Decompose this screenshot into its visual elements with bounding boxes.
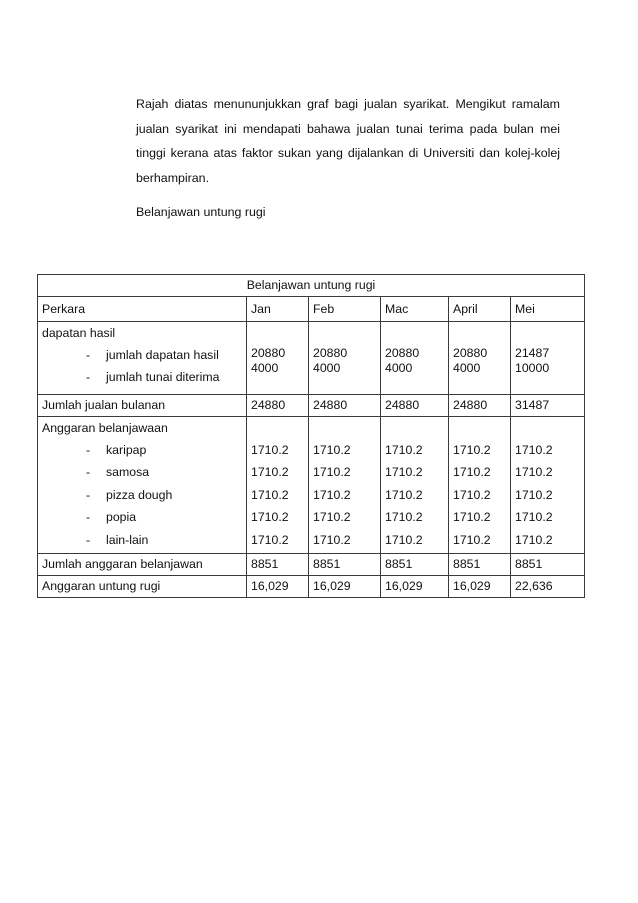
header-cell: April: [449, 297, 511, 322]
header-cell: Jan: [247, 297, 309, 322]
table-cell: 22,636: [511, 575, 585, 597]
row-label: Jumlah anggaran belanjawan: [38, 553, 247, 575]
income-values-cell: 21487 10000: [511, 322, 585, 395]
table-cell: 8851: [449, 553, 511, 575]
monthly-sales-row: [38, 395, 585, 417]
header-cell: Feb: [309, 297, 381, 322]
expense-values-cell: 1710.2 1710.2 1710.2 1710.2 1710.2: [309, 417, 381, 554]
profit-loss-row: [38, 575, 585, 597]
expense-values-cell: 1710.2 1710.2 1710.2 1710.2 1710.2: [247, 417, 309, 554]
income-values-cell: 20880 4000: [247, 322, 309, 395]
table-cell: 31487: [511, 395, 585, 417]
list-item: - lain-lain: [86, 532, 149, 547]
table-cell: 24880: [247, 395, 309, 417]
list-item: - jumlah dapatan hasil: [86, 348, 219, 362]
table-cell: 24880: [309, 395, 381, 417]
list-item: - pizza dough: [86, 487, 173, 502]
header-cell: Perkara: [38, 297, 247, 322]
row-label: Jumlah jualan bulanan: [38, 395, 247, 417]
row-label: Anggaran untung rugi: [38, 575, 247, 597]
table-cell: 24880: [381, 395, 449, 417]
expenses-row: [38, 417, 585, 554]
table-cell: 8851: [247, 553, 309, 575]
table-cell: 16,029: [309, 575, 381, 597]
table-cell: 8851: [381, 553, 449, 575]
table-cell: 8851: [511, 553, 585, 575]
table-cell: 16,029: [449, 575, 511, 597]
table-cell: 16,029: [381, 575, 449, 597]
total-budget-row: [38, 553, 585, 575]
intro-paragraph: Rajah diatas menununjukkan graf bagi jualan syarikat. Mengikut ramalam jualan syarikat ini mendapati bahawa jualan tunai terima pada bulan mei tinggi kerana atas faktor sukan yang dijalankan di Universiti dan kolej-kolej berhampiran.: [136, 97, 560, 185]
income-values-cell: 20880 4000: [449, 322, 511, 395]
income-values-cell: 20880 4000: [381, 322, 449, 395]
header-cell: Mac: [381, 297, 449, 322]
table-cell: 8851: [309, 553, 381, 575]
income-label-cell: [38, 322, 247, 395]
list-item: - samosa: [86, 465, 150, 480]
expenses-title: Anggaran belanjawaan: [42, 421, 168, 435]
table-caption: Belanjawan untung rugi: [38, 275, 585, 297]
list-item: - jumlah tunai diterima: [86, 370, 220, 384]
expenses-label-cell: [38, 417, 247, 554]
expense-values-cell: 1710.2 1710.2 1710.2 1710.2 1710.2: [449, 417, 511, 554]
table-caption-row: [38, 275, 585, 297]
income-title: dapatan hasil: [42, 326, 116, 340]
table-cell: 16,029: [247, 575, 309, 597]
section-subtitle: Belanjawan untung rugi: [136, 205, 266, 219]
expense-values-cell: 1710.2 1710.2 1710.2 1710.2 1710.2: [511, 417, 585, 554]
list-item: - popia: [86, 510, 137, 525]
table-header-row: [38, 297, 585, 322]
header-cell: Mei: [511, 297, 585, 322]
budget-table: [37, 274, 585, 598]
income-row: [38, 322, 585, 395]
table-cell: 24880: [449, 395, 511, 417]
income-values-cell: 20880 4000: [309, 322, 381, 395]
expense-values-cell: 1710.2 1710.2 1710.2 1710.2 1710.2: [381, 417, 449, 554]
list-item: - karipap: [86, 443, 147, 457]
